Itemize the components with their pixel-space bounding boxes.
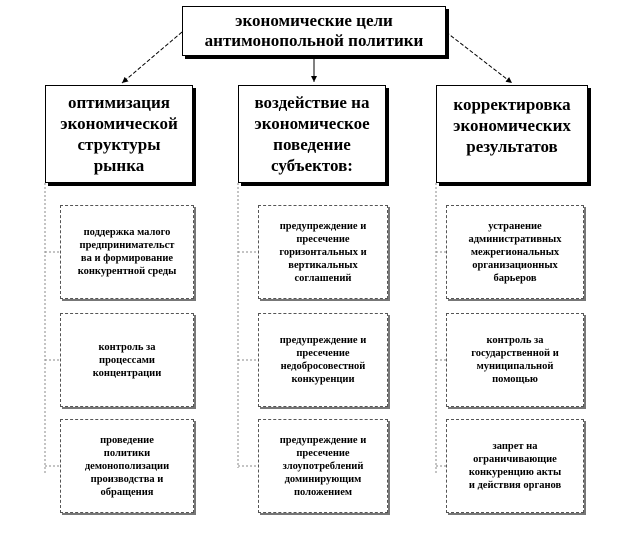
item-text-line: ва и формирование [80, 253, 174, 264]
item-text-line: межрегиональных [470, 246, 560, 258]
item-text-line: соглашений [294, 272, 352, 284]
column-1-title-line: экономической [60, 114, 178, 133]
item-text-line: проведение [100, 434, 154, 446]
item-text-line: конкуренции [291, 374, 355, 385]
column-2-header [238, 85, 386, 183]
item-text-line: устранение [488, 220, 542, 232]
item-text-line: пресечение [296, 447, 350, 459]
column-2-title-line: воздействие на [254, 93, 370, 112]
item-text-line: концентрации [92, 367, 162, 379]
column-3-item-2 [446, 313, 584, 407]
item-text-line: предпринимательст [79, 240, 175, 251]
item-text-line: административных [468, 233, 562, 245]
item-text-line: пресечение [296, 233, 350, 245]
column-1-title-line: оптимизация [68, 93, 170, 112]
item-text-line: положением [293, 486, 353, 498]
item-text-line: процессами [99, 354, 155, 366]
column-1-item-3 [60, 419, 194, 513]
column-3-item-3 [446, 419, 584, 513]
item-text-line: ограничивающие [473, 454, 557, 465]
column-2-item-1 [258, 205, 388, 299]
item-text-line: контроль за [98, 341, 156, 353]
goals-line-2: антимонопольной политики [204, 31, 424, 50]
arrow-to-column-1 [122, 32, 182, 83]
item-text-line: предупреждение и [279, 335, 367, 346]
item-text-line: доминирующим [284, 473, 362, 485]
item-text-line: запрет на [492, 441, 538, 452]
item-text-line: горизонтальных и [279, 246, 367, 258]
column-2-title-line: субъектов: [271, 156, 353, 175]
item-text-line: вертикальных [288, 259, 358, 271]
item-text-line: политики [103, 447, 151, 459]
item-text-line: демонополизации [84, 460, 170, 472]
item-text-line: помощью [492, 374, 538, 385]
goals-box [182, 6, 446, 56]
arrow-to-column-3 [446, 32, 512, 83]
item-text-line: муниципальной [476, 361, 554, 372]
column-1-item-1 [60, 205, 194, 299]
column-3-title-line: результатов [466, 137, 558, 156]
item-text-line: злоупотреблений [282, 460, 364, 472]
item-text-line: контроль за [486, 335, 544, 346]
column-3-title-line: корректировка [453, 95, 571, 114]
column-3-item-1 [446, 205, 584, 299]
item-text-line: производства и [90, 473, 164, 485]
item-text-line: недобросовестной [280, 361, 366, 372]
column-1-title-line: рынка [93, 156, 145, 175]
column-2-item-3 [258, 419, 388, 513]
column-1-item-2 [60, 313, 194, 407]
item-text-line: предупреждение и [279, 220, 367, 232]
item-text-line: и действия органов [468, 480, 562, 491]
item-text-line: конкурентной среды [77, 266, 177, 277]
column-3-title-line: экономических [453, 116, 571, 135]
item-text-line: обращения [100, 486, 154, 498]
item-text-line: поддержка малого [83, 227, 171, 238]
goals-line-1: экономические цели [235, 11, 393, 30]
item-text-line: предупреждение и [279, 434, 367, 446]
column-2-item-2 [258, 313, 388, 407]
item-text-line: государственной и [471, 348, 559, 359]
column-2-title-line: поведение [273, 135, 351, 154]
item-text-line: конкуренцию акты [468, 467, 562, 478]
item-text-line: барьеров [493, 272, 537, 284]
item-text-line: организационных [472, 259, 558, 271]
column-1-header [45, 85, 193, 183]
column-1-title-line: структуры [77, 135, 161, 154]
column-3-header [436, 85, 588, 183]
item-text-line: пресечение [296, 348, 350, 359]
column-2-title-line: экономическое [254, 114, 370, 133]
